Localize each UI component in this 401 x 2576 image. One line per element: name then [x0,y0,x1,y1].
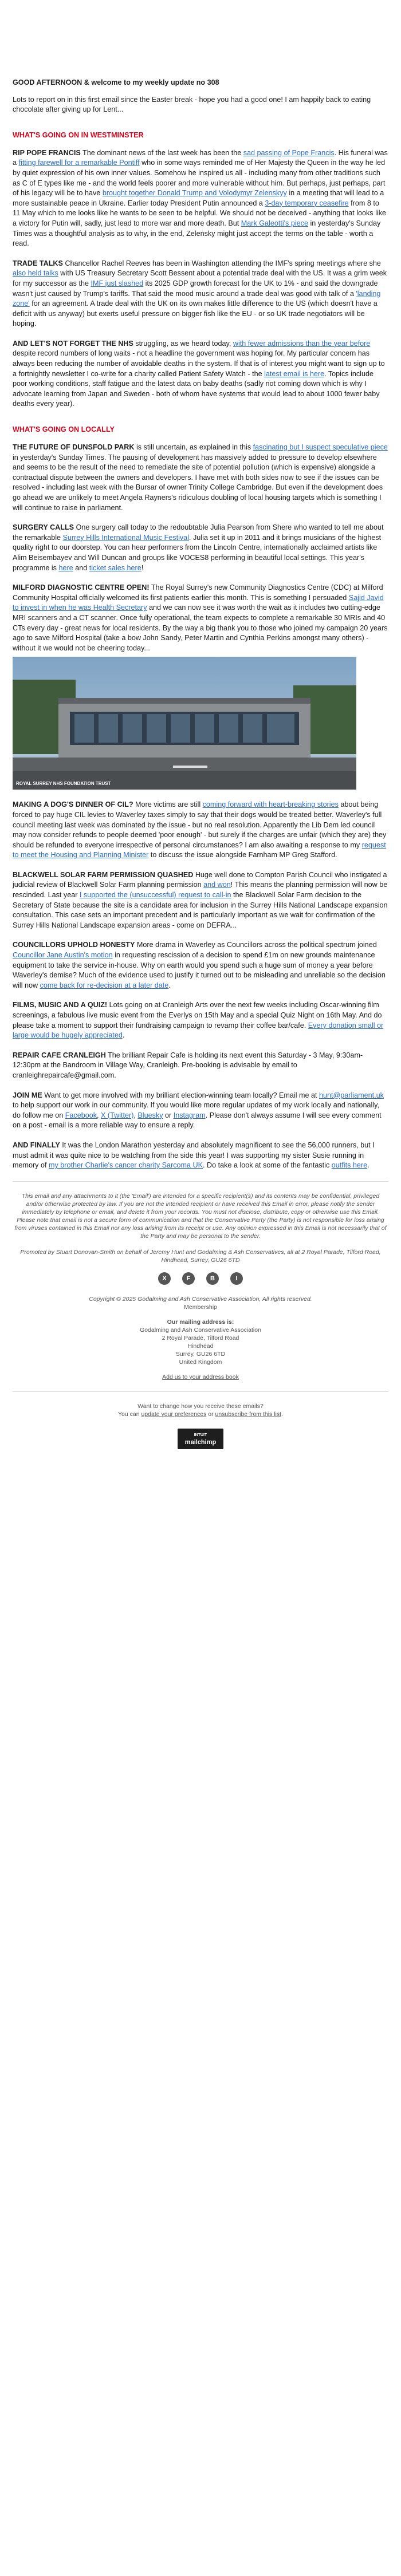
pope-link-trump-zelenskyy[interactable]: brought together Donald Trump and Volodymyr Zelenskyy [102,189,287,198]
finally-paragraph: AND FINALLY It was the London Marathon yesterday and absolutely magnificent to see the 56,000 runners, but I must admit it was quite nice to be watching from the side this year! I was supporting my sister Susie running in memory of my brother Charlie's cancer charity Sarcoma UK. Do take a look at some of the fantastic outfits here. [13,1141,375,1170]
address-line-5: United Kingdom [179,1358,222,1366]
pope-paragraph: RIP POPE FRANCIS The dominant news of the last week has been the sad passing of Pope Francis. His funeral was a fitting farewell for a remarkable Pontiff who in some ways reminded me of Her Majesty the Queen in the way he led by quiet expression of his own inner values. Somehow he inspired us all - including many from other traditions such as C of E types like me - and the world feels poorer and more vulnerable without him. But perhaps, just perhaps, part of his legacy will be to have brought together Donald Trump and Volodymyr Zelenskyy in a meeting that will lead to a more sustainable peace in Ukraine. Earlier today President Putin announced a 3-day temporary ceasefire from 8 to 11 May which to me looks like he wants to be seen to be helpful. We should not be deceived - anything that looks like a victory for Putin will, sadly, just lead to more war and more death. But Mark Galeotti's piece in yesterday's Sunday Times was a thoughtful analysis as to why, in the end, Zelensky might just accept the terms on the table - worth a read. [13,148,388,248]
dunsfold-paragraph: THE FUTURE OF DUNSFOLD PARK is still uncertain, as explained in this fascinating but I suspect speculative piece in yesterday's Sunday Times. The pausing of development has massively added to pressure to develop elsewhere and seems to be the result of the need to remediate the site of potential pollution (which is expensive) alongside a contractual dispute between the owners and developers. I have met with both sides now to see if the issues can be resolved - including last week with the Bursar of owner Trinity College Cambridge. But even if the development does go ahead we are unlikely to meet Angela Rayners's ridiculous doubling of local housing targets which is something I will continue to raise in parliament. [13,443,388,512]
pope-link-galeotti[interactable]: Mark Galeotti's piece [241,219,308,227]
instagram-icon[interactable]: I [230,1272,243,1285]
footer-divider-2 [13,1391,388,1392]
councillors-title: COUNCILLORS UPHOLD HONESTY [13,941,135,949]
trade-link-imf[interactable]: IMF just slashed [91,279,144,287]
finally-link-outfits[interactable]: outfits here [331,1161,368,1170]
councillors-link-motion[interactable]: Councillor Jane Austin's motion [13,951,113,960]
repair-title: REPAIR CAFE CRANLEIGH [13,1051,106,1059]
copyright: Copyright © 2025 Godalming and Ash Conservative Association, All rights reserved. [89,1295,312,1303]
address-book-link[interactable]: Add us to your address book [162,1373,239,1380]
solar-link-won[interactable]: and won [203,881,231,889]
councillors-paragraph: COUNCILLORS UPHOLD HONESTY More drama in Waverley as Councillors across the political spectrum joined Councillor Jane Austin's motion in requesting rescission of a decision to spend £1m on new grounds maintenance equipment to take the service in-house. Why on earth would you spend such a huge sum of money a year before Waverley's demise? Much of the evidence used to justify it turned out to be misleading and unreliable so the decision will now come back for re-decision at a later date. [13,941,386,989]
preferences-line: You can update your preferences or unsubscribe from this list. [118,1410,283,1418]
nhs-link-admissions[interactable]: with fewer admissions than the year before [233,339,371,348]
x-icon[interactable]: X [158,1272,171,1285]
social-icons [13,1272,388,1285]
mailchimp-badge[interactable]: INTUIT mailchimp [178,1429,223,1449]
councillors-link-redecision[interactable]: come back for re-decision at a later date [40,981,169,989]
address-line-2: 2 Royal Parade, Tilford Road [162,1334,239,1342]
address-line-4: Surrey, GU26 6TD [175,1350,226,1358]
join-link-bluesky[interactable]: Bluesky [137,1111,163,1119]
trade-link-talks[interactable]: also held talks [13,269,58,278]
films-paragraph: FILMS, MUSIC AND A QUIZ! Lots going on at Cranleigh Arts over the next few weeks including Oscar-winning film screenings, a fabulous live music event from the Everlys on 15th May and a special Quiz Night on 16th May. And do please take a moment to support their fundraising campaign to revamp their coffee bar/cafe. Every donation small or large would be hugely appreciated. [13,1001,384,1040]
bluesky-icon[interactable]: B [206,1272,219,1285]
films-link-donation[interactable]: Every donation small or large would be hugely appreciated [13,1021,384,1040]
surgery-title: SURGERY CALLS [13,523,74,532]
promoted-by: Promoted by Stuart Donovan-Smith on behalf of Jeremy Hunt and Godalming & Ash Conservatives, all at 2 Royal Parade, Tilford Road, Hindhead, Surrey, GU26 6TD [20,1248,381,1264]
surgery-link-programme[interactable]: here [58,563,73,572]
dunsfold-title: THE FUTURE OF DUNSFOLD PARK [13,443,135,452]
milford-link-javid[interactable]: Sajid Javid to invest in when he was Health Secretary [13,593,384,612]
surgery-link-tickets[interactable]: ticket sales here [89,563,141,572]
facebook-icon[interactable]: F [182,1272,195,1285]
milford-title: MILFORD DIAGNOSTIC CENTRE OPEN! [13,583,150,592]
change-prompt: Want to change how you receive these emails? [137,1402,264,1410]
milford-cdc-photo-illustration [13,657,356,790]
section-title-local: WHAT'S GOING ON LOCALLY [13,425,115,434]
join-link-x[interactable]: X (Twitter) [101,1111,134,1119]
trade-link-landing-zone[interactable]: 'landing zone' [13,289,381,308]
greeting: GOOD AFTERNOON & welcome to my weekly update no 308 [13,78,219,86]
unsubscribe-link[interactable]: unsubscribe from this list [215,1410,282,1418]
disclaimer: This email and any attachments to it (the 'Email') are intended for a specific recipient(s) and its contents may be confidential, privileged and/or otherwise protected by law. If you are not the intended recipient or have received this Email in error, please notify the sender immediately by telephone or email, and delete it from your records. You must not disclose, distribute, copy or otherwise use this Email. Please note that email is not a secure form of communication and that the Conservative Party (the Party) is not responsible for loss arising from viruses contained in this Email nor any loss arising from its receipt or use. Any opinion expressed in this Email is not necessarily that of the Party and may be personal to the sender. [14,1192,387,1240]
finally-link-sarcoma[interactable]: my brother Charlie's cancer charity Sarcoma UK [48,1161,203,1170]
nhs-link-latest-email[interactable]: latest email is here [264,369,325,378]
join-title: JOIN ME [13,1091,42,1099]
pope-link-funeral[interactable]: fitting farewell for a remarkable Pontiff [18,159,140,167]
membership: Membership [184,1303,217,1311]
repair-paragraph: REPAIR CAFE CRANLEIGH The brilliant Repair Cafe is holding its next event this Saturday - 3 May, 9:30am-12:30pm at the Bandroom in Village Way, Cranleigh. Pre-booking is advisable by email to cranleighrepaircafe@gmail.com. [13,1051,363,1079]
nhs-title: AND LET'S NOT FORGET THE NHS [13,339,133,348]
surgery-paragraph: SURGERY CALLS One surgery call today to the redoubtable Julia Pearson from Shere who wanted to tell me about the remarkable Surrey Hills International Music Festival. Julia set it up in 2011 and it brings musicians of the highest quality right to our doorstep. You can hear performers from the Lincoln Centre, internationally acclaimed artists like Alim Beisembayev and Will Duncan and groups like VOCES8 performing in beautiful local settings. This year's programme is here and ticket sales here! [13,523,384,572]
dunsfold-link-piece[interactable]: fascinating but I suspect speculative piece [253,443,388,452]
address-line-1: Godalming and Ash Conservative Association [140,1326,261,1334]
footer [13,1192,388,1449]
solar-paragraph: BLACKWELL SOLAR FARM PERMISSION QUASHED Huge well done to Compton Parish Council who instigated a judicial review of Blackwell Solar Farm planning permission and won! This means the planning permission will now be rescinded. Last year I supported the (unsuccessful) request to call-in the Blackwell Solar Farm decision to the Secretary of State because the site is a candidate area for inclusion in the Surrey Hills National Landscape expansion consultation. This case sets an important precedent and is particularly important as we wait for confirmation of the Surrey Hills National Landscape expansion areas - come on DEFRA... [13,870,388,929]
pope-link-ceasefire[interactable]: 3-day temporary ceasefire [265,199,349,207]
mailing-label: Our mailing address is: [167,1318,234,1326]
join-link-facebook[interactable]: Facebook [65,1111,97,1119]
nhs-paragraph: AND LET'S NOT FORGET THE NHS struggling, as we heard today, with fewer admissions than the year before despite record numbers of long waits - not a headline the government was hoping for. My particular concern has always been reducing the number of avoidable deaths in the system. If that is of interest you might want to sign up to a fortnightly newsletter I co-write for a charity called Patient Safety Watch - the latest email is here. Topics include poor working conditions, staff fatigue and the latest data on baby deaths (sadly not coming down which is why I advocate learning from Japan and Sweden - both of whom have systems that would lead to about 1000 fewer baby deaths every year). [13,339,385,408]
pope-title: RIP POPE FRANCIS [13,148,81,157]
solar-link-call-in[interactable]: I supported the (unsuccessful) request to call-in [79,891,231,900]
trade-paragraph: TRADE TALKS Chancellor Rachel Reeves has been in Washington attending the IMF's spring meetings where she also held talks with US Treasury Secretary Scott Bessent about a potential trade deal with the US. It was a grim week for my successor as the IMF just slashed its 2025 GDP growth forecast for the UK to 1% - and said the downgrade wasn't just caused by Trump's tariffs. That said the mood music around a trade deal was good with talk of a 'landing zone' for an agreement. A trade deal with the UK on its own makes little difference to the US (which doesn't have a deficit with us anyway) but exerts useful pressure on bigger fish like the EU - or so UK trade negotiators will be hoping. [13,259,387,328]
photo-caption: ROYAL SURREY NHS FOUNDATION TRUST [16,781,111,787]
footer-divider [13,1181,388,1182]
films-title: FILMS, MUSIC AND A QUIZ! [13,1001,108,1009]
solar-title: BLACKWELL SOLAR FARM PERMISSION QUASHED [13,870,194,879]
dog-paragraph: MAKING A DOG'S DINNER OF CIL? More victims are still coming forward with heart-breaking stories about being forced to pay huge CIL levies to Waverley taxes simply to say that their dogs would be treated better. Waverley's full council meeting last week was dominated by the issue - but no real resolution. Apparently the Lib Dem led council may now consider refunds to people deemed 'poor enough' - but surely if the charges are unfair (which they are) they should be refunded to everyone irrespective of personal circumstances? I am also awaiting a response to my request to meet the Housing and Planning Minister to discuss the issue alongside Farnham MP Greg Stafford. [13,800,387,859]
join-link-instagram[interactable]: Instagram [173,1111,206,1119]
finally-title: AND FINALLY [13,1141,60,1149]
address-line-3: Hindhead [187,1342,214,1350]
dog-link-stories[interactable]: coming forward with heart-breaking stories [202,800,339,809]
pope-link-passing[interactable]: sad passing of Pope Francis [243,148,335,157]
dog-title: MAKING A DOG'S DINNER OF CIL? [13,800,133,809]
intro: Lots to report on in this first email since the Easter break - hope you had a good one! I am happily back to eating chocolate after giving up for Lent... [13,95,371,114]
join-paragraph: JOIN ME Want to get more involved with my brilliant election-winning team locally? Email me at hunt@parliament.uk to help support our work in our community. If you would like more regular updates of my work locally and nationally, do follow me on Facebook, X (Twitter), Bluesky or Instagram. Please don't always assume I will see every comment on a post - email is a more reliable way to ensure a reply. [13,1091,384,1130]
join-link-email[interactable]: hunt@parliament.uk [319,1091,384,1099]
milford-paragraph: MILFORD DIAGNOSTIC CENTRE OPEN! The Royal Surrey's new Community Diagnostics Centre (CDC) at Milford Community Hospital officially welcomed its first patients earlier this month. This is something I persuaded Sajid Javid to invest in when he was Health Secretary and we can now see it was worth the wait as it includes two cutting-edge MRI scanners and a CT scanner. Once fully operational, the team expects to complete a remarkable 30 MRIs and 40 CTs every day - great news for local residents. By the way a big thank you to those who joined my campaign 20 years ago to save Milford Hospital (take a bow John Sandy, Peter Martin and Cynthia Perkins amongst many others) - without it we would not be cheering today... [13,583,388,652]
section-title-westminster: WHAT'S GOING ON IN WESTMINSTER [13,131,144,139]
email-body [13,0,388,1449]
dog-link-minister[interactable]: request to meet the Housing and Planning Minister [13,841,386,859]
milford-cdc-photo [13,657,356,790]
trade-title: TRADE TALKS [13,259,63,267]
surgery-link-festival[interactable]: Surrey Hills International Music Festival [62,533,189,542]
update-preferences-link[interactable]: update your preferences [141,1410,207,1418]
